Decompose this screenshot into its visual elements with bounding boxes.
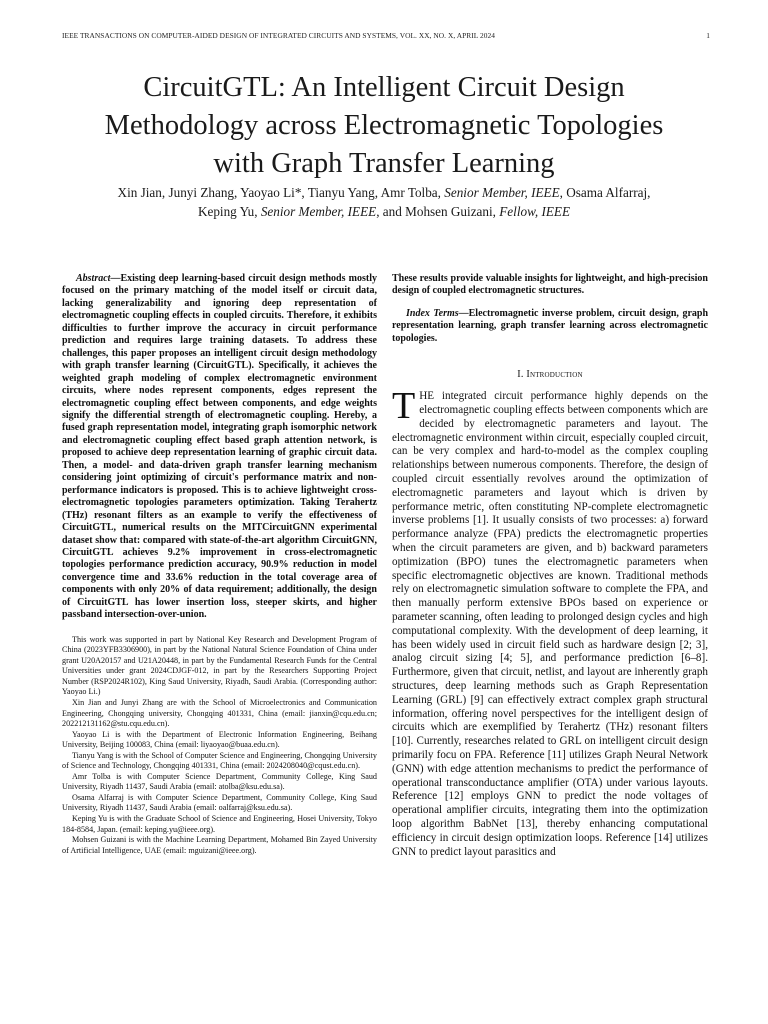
author-membership: Senior Member, IEEE	[260, 204, 377, 219]
drop-cap: T	[392, 385, 416, 428]
section-heading-introduction	[392, 369, 708, 380]
index-terms-label: Index Terms	[406, 307, 459, 319]
intro-caps: HE	[419, 390, 435, 403]
abstract-label: Abstract	[76, 273, 111, 284]
title-line: with Graph Transfer Learning	[213, 148, 555, 179]
intro-text: integrated circuit performance highly depends on the electromagnetic coupling effects between components which are decided by electromagnetic parameters and layout. The electromagnetic environment within circuit, especially coupled circuit, can be very complex and hard-to-model as the complex coupling relationships between numerous components. Therefore, the design of coupled circuit essentially revolves around the optimization of electromagnetic parameters and layout which is driven by performance metric, often constituting NP-complete electromagnetic inverse problems [1]. It usually consists of two processes: a) forward performance analyze (FPA) predicts the electromagnetic properties when the circuit parameters are given, and b) backward parameters optimization (BPO) tunes the electromagnetic parameters when specific electromagnetic objectives are known. Traditional methods rely on electromagnetic simulation software to complete the FPA, and then manually perform extensive BPOs based on experience or parameter scanning, often leading to prolonged design cycles and high computational complexity. With the development of deep learning, it has been widely used in circuit field such as hardware design [2; 3], analog circuit sizing [4; 5], and performance prediction [6–8]. Furthermore, given that circuit, netlist, and layout are inherently graph structures, deep learning methods such as Graph Representation Learning (GRL) [9] can effectively extract complex graph structural information, offering novel perspectives for the intelligent design of circuits which are exemplified by Terahertz (THz) resonant filters [10]. Currently, researches related to GRL on intelligent circuit design primarily focu on FPA. Reference [11] utilizes Graph Neural Network (GNN) with edge attention mechanisms to predict the performance of operational transconductance amplifier (OTA) under various layouts. Reference [12] employs GNN to predict the node voltages of operational amplifier circuits, integrating them into the optimization loop algorithm BabNet [13], thereby enhancing computational efficiency in circuit design optimization loops. Reference [14] utilizes GNN to predict layout parasitics and	[392, 390, 708, 858]
section-title: Introduction	[526, 369, 583, 381]
footnote-affiliation: Mohsen Guizani is with the Machine Learning Department, Mohamed Bin Zayed University of Artificial Intelligence, UAE (email: mguizani@ieee.org).	[62, 835, 377, 855]
page-number: 1	[706, 31, 710, 40]
section-number: I.	[517, 369, 527, 381]
paper-title	[40, 69, 728, 183]
title-line: Methodology across Electromagnetic Topologies	[104, 110, 664, 141]
author-names: Keping Yu,	[197, 204, 261, 219]
introduction-body	[392, 385, 708, 859]
footnote-affiliation: Tianyu Yang is with the School of Computer Science and Engineering, Chongqing University of Science and Technology, Chongqing 401331, China (email: 2024208040@cqust.edu.cn).	[62, 750, 377, 771]
author-list	[40, 183, 728, 221]
footnote-affiliation: Keping Yu is with the Graduate School of Science and Engineering, Hosei University, Tokyo 184-8584, Japan. (email: keping.yu@ieee.org).	[62, 813, 377, 834]
footnote-affiliation: Amr Tolba is with Computer Science Department, Community College, King Saud University, Riyadh 11437, Saudi Arabia (email: atolba@ksu.edu.sa).	[62, 771, 377, 792]
author-membership: Fellow, IEEE	[499, 204, 571, 219]
left-column	[62, 273, 377, 856]
author-membership: Senior Member, IEEE	[444, 185, 560, 200]
abstract-continued: These results provide valuable insights for lightweight, and high-precision design of coupled electromagnetic structures.	[392, 273, 708, 297]
title-line: CircuitGTL: An Intelligent Circuit Design	[143, 72, 625, 103]
author-names: Xin Jian, Junyi Zhang, Yaoyao Li*, Tianyu Yang, Amr Tolba,	[117, 185, 445, 200]
footnotes	[62, 635, 377, 856]
footnote-affiliation: Osama Alfarraj is with Computer Science Department, Community College, King Saud University, Riyadh 11437, Saudi Arabia (email: oalfarraj@ksu.edu.sa).	[62, 792, 377, 813]
index-terms	[392, 308, 708, 345]
footnote-funding: This work was supported in part by National Key Research and Development Program of China (2023YFB3306900), in part by the National Natural Science Foundation of China under grant U20A20157 and U21A20448, in part by the Fundamental Research Funds for the Central Universities under grant 2024CDJGF-012, in part by the Researchers Supporting Project Number (RSP2024R102), King Saud University, Riyadh, Saudi Arabia. (Corresponding author: Yaoyao Li.)	[62, 634, 377, 697]
author-names: , Osama Alfarraj,	[559, 185, 651, 200]
index-terms-text: —Electromagnetic inverse problem, circuit design, graph representation learning, graph transfer learning across electromagnetic topologies.	[392, 307, 709, 344]
author-line	[40, 183, 728, 202]
footnote-affiliation: Xin Jian and Junyi Zhang are with the School of Microelectronics and Communication Engineering, Chongqing university, Chongqing 401331, China (email: jianxin@cqu.edu.cn; 202212131162@stu.cqu.edu.cn).	[62, 697, 377, 729]
footnote-affiliation: Yaoyao Li is with the Department of Electronic Information Engineering, Beihang University, Beijing 100083, China (email: liyaoyao@buaa.edu.cn).	[62, 729, 377, 750]
journal-name: IEEE TRANSACTIONS ON COMPUTER-AIDED DESIGN OF INTEGRATED CIRCUITS AND SYSTEMS, VOL. XX, NO. X, APRIL 2024	[62, 31, 495, 40]
author-line	[40, 202, 728, 221]
abstract-text: —Existing deep learning-based circuit design methods mostly focused on the primary matching of the model itself or circuit data, lacking generalizability and ignoring deep representation of electromagnetic coupling effects in coupled circuits. Therefore, it exhibits difficulties to further improve the accuracy in circuit performance prediction and requires large training datasets. To address these challenges, this paper proposes an intelligent circuit design methodology with graph transfer learning (CircuitGTL). Specifically, it achieves the weighted graph modeling of complex electromagnetic environment circuits, where nodes represent components, edges represent the electromagnetic coupling effect between components, and edge weights signify the differential strength of electromagnetic coupling. Hereby, a fused graph representation model, integrating graph isomorphic network and electromagnetic coupling effect based graph attention network, is proposed to achieve deep representation learning of graphic circuit data. Then, a model- and data-driven graph transfer learning mechanism considering joint optimizing of circuit's performance matrix and non-performance indicators is proposed. This is to achieve lightweight cross-electromagnetic topologies parameters optimization. Taking Terahertz (THz) resonant filters as an example to verify the effectiveness of CircuitGTL, numerical results on the MITCircuitGNN experimental dataset show that: compared with state-of-the-art algorithm CircuitGNN, CircuitGTL achieves 9.2% improvement in cross-electromagnetic topologies performance prediction accuracy, 90.9% reduction in model convergence time and 33.6% reduction in the total coverage area of components with only 20% of data requirement; additionally, the design of CircuitGTL has lower insertion loss, steeper skirts, and higher passband intersection-over-union.	[62, 273, 377, 621]
abstract	[62, 273, 377, 622]
right-column	[392, 273, 708, 859]
author-names: , and Mohsen Guizani,	[376, 204, 500, 219]
